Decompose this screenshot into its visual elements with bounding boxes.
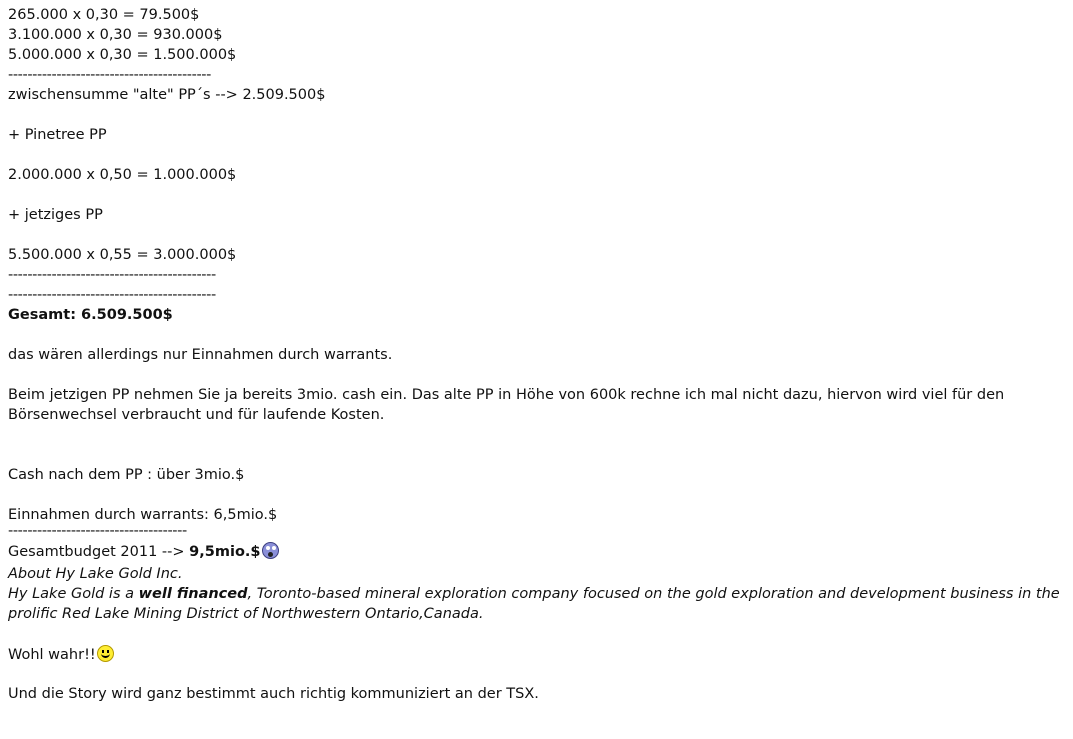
separator-line: ------------------------------------------- [8,287,216,303]
calc-line-1: 265.000 x 0,30 = 79.500$ [8,7,200,23]
wohl-wahr-text: Wohl wahr!! [8,647,96,663]
warrants-income-line: Einnahmen durch warrants: 6,5mio.$ [8,507,278,523]
about-text-end: , Toronto-based mineral exploration company focused on the gold exploration and development business in the prolific Red Lake Mining District of Northwestern Ontario,Canada. [8,586,1060,622]
about-text-start: Hy Lake Gold is a [8,586,139,602]
about-bold-text: well financed [138,586,248,602]
cash-line: Cash nach dem PP : über 3mio.$ [8,467,245,483]
pinetree-heading: + Pinetree PP [8,127,107,143]
smiley-icon [97,645,114,662]
separator-line: ------------------------------------------ [8,67,211,83]
separator-line: ------------------------------------------- [8,267,216,283]
about-paragraph [8,584,1063,624]
calc-line-3: 5.000.000 x 0,30 = 1.500.000$ [8,47,237,63]
pinetree-calc: 2.000.000 x 0,50 = 1.000.000$ [8,167,237,183]
story-line: Und die Story wird ganz bestimmt auch richtig kommuniziert an der TSX. [8,686,539,702]
calc-line-2: 3.100.000 x 0,30 = 930.000$ [8,27,223,43]
subtotal-line: zwischensumme "alte" PP´s --> 2.509.500$ [8,87,326,103]
explanation-paragraph: Beim jetzigen PP nehmen Sie ja bereits 3mio. cash ein. Das alte PP in Höhe von 600k rechne ich mal nicht dazu, hiervon wird viel für den Börsenwechsel verbraucht und für laufende Kosten. [8,387,1005,423]
warrants-note: das wären allerdings nur Einnahmen durch warrants. [8,347,393,363]
budget-line [8,538,1063,564]
current-pp-heading: + jetziges PP [8,207,103,223]
current-pp-calc: 5.500.000 x 0,55 = 3.000.000$ [8,247,237,263]
budget-value: 9,5mio.$ [189,544,261,560]
wohl-wahr-line [8,644,1063,666]
about-title: About Hy Lake Gold Inc. [8,566,183,582]
budget-label: Gesamtbudget 2011 --> [8,544,190,560]
shocked-smiley-icon [262,542,279,559]
separator-line: ------------------------------------- [8,523,187,539]
total-line: Gesamt: 6.509.500$ [8,307,173,323]
